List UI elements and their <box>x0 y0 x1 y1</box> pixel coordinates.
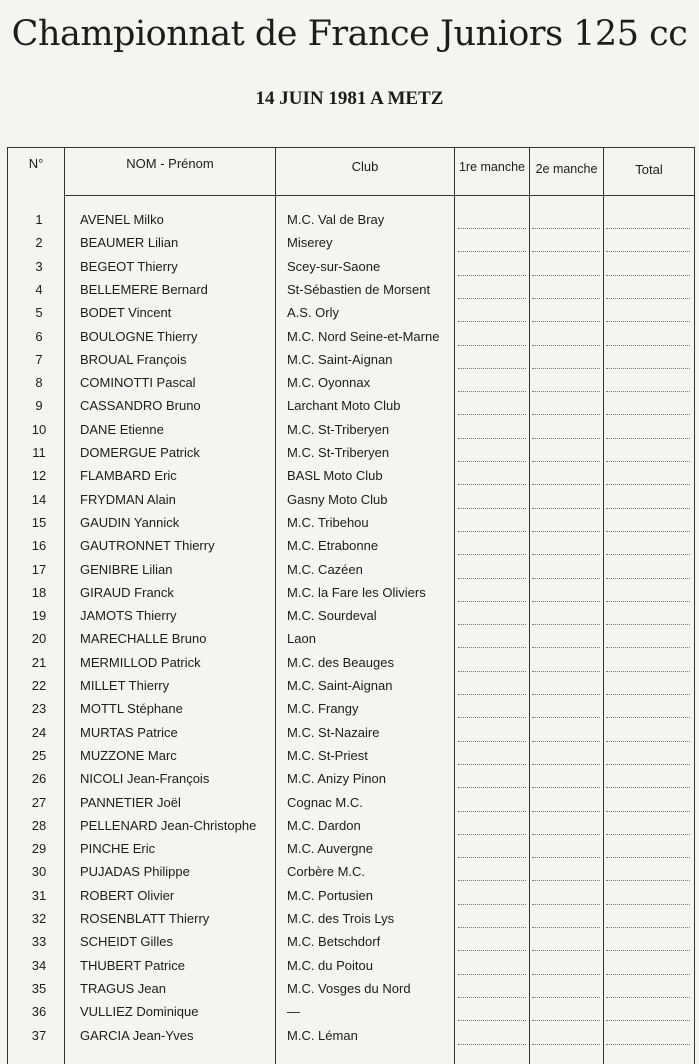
rider-name: DANE Etienne <box>80 421 164 437</box>
score-blank-line <box>458 834 526 835</box>
rider-number: 19 <box>31 608 47 624</box>
total-blank-line <box>606 601 690 602</box>
rider-club: M.C. des Beauges <box>287 654 394 670</box>
score-blank-line <box>458 368 526 369</box>
table-row <box>8 954 695 977</box>
score-blank-line <box>458 997 526 998</box>
score-blank-line <box>532 391 600 392</box>
total-blank-line <box>606 1044 690 1045</box>
total-blank-line <box>606 298 690 299</box>
rider-club: M.C. Vosges du Nord <box>287 980 411 996</box>
score-blank-line <box>458 251 526 252</box>
score-blank-line <box>458 484 526 485</box>
total-blank-line <box>606 857 690 858</box>
rider-club: M.C. Sourdeval <box>287 608 377 624</box>
score-blank-line <box>532 624 600 625</box>
rider-club: M.C. St-Triberyen <box>287 421 390 437</box>
rider-number: 14 <box>31 491 47 507</box>
score-blank-line <box>532 717 600 718</box>
rider-name: BEAUMER Lilian <box>80 235 179 251</box>
rider-name: ROSENBLATT Thierry <box>80 911 210 926</box>
score-blank-line <box>458 531 526 532</box>
rider-number: 35 <box>31 980 47 996</box>
score-blank-line <box>458 275 526 276</box>
score-blank-line <box>532 414 600 415</box>
score-blank-line <box>458 345 526 346</box>
score-blank-line <box>532 974 600 975</box>
rider-name: THUBERT Patrice <box>80 957 185 973</box>
total-blank-line <box>606 880 690 881</box>
score-blank-line <box>458 950 526 951</box>
table-row <box>8 721 695 744</box>
rider-name: SCHEIDT Gilles <box>80 934 173 950</box>
total-blank-line <box>606 228 690 229</box>
table-row <box>8 558 695 581</box>
score-blank-line <box>458 741 526 742</box>
total-blank-line <box>606 438 690 439</box>
table-row <box>8 837 695 860</box>
total-blank-line <box>606 647 690 648</box>
table-row <box>8 604 695 627</box>
score-blank-line <box>532 601 600 602</box>
header-rule <box>604 195 694 196</box>
rider-number: 29 <box>31 841 47 857</box>
rider-club: M.C. Portusien <box>287 887 373 903</box>
table-row <box>8 791 695 814</box>
score-blank-line <box>532 508 600 509</box>
score-blank-line <box>532 275 600 276</box>
score-blank-line <box>532 904 600 905</box>
score-blank-line <box>532 228 600 229</box>
total-blank-line <box>606 671 690 672</box>
score-blank-line <box>532 671 600 672</box>
rider-name: VULLIEZ Dominique <box>80 1004 199 1020</box>
total-blank-line <box>606 904 690 905</box>
score-blank-line <box>532 321 600 322</box>
rider-name: GENIBRE Lilian <box>80 561 173 577</box>
total-blank-line <box>606 484 690 485</box>
table-row <box>8 394 695 417</box>
score-blank-line <box>532 764 600 765</box>
score-blank-line <box>458 717 526 718</box>
rider-number: 30 <box>31 864 47 880</box>
score-blank-line <box>458 391 526 392</box>
score-blank-line <box>458 647 526 648</box>
rider-name: FLAMBARD Eric <box>80 468 177 484</box>
table-row <box>8 231 695 254</box>
rider-club: M.C. Léman <box>287 1027 358 1043</box>
rider-number: 31 <box>31 887 47 903</box>
rider-club: M.C. St-Priest <box>287 747 368 763</box>
rider-number: 11 <box>32 445 46 460</box>
rider-number: 24 <box>31 724 47 740</box>
score-blank-line <box>458 438 526 439</box>
total-blank-line <box>606 624 690 625</box>
rider-number: 6 <box>35 328 43 344</box>
score-blank-line <box>532 251 600 252</box>
rider-club: A.S. Orly <box>287 305 340 321</box>
table-row <box>8 697 695 720</box>
score-blank-line <box>532 880 600 881</box>
score-blank-line <box>532 647 600 648</box>
rider-name: MERMILLOD Patrick <box>80 654 201 670</box>
score-blank-line <box>532 461 600 462</box>
results-table <box>7 147 695 1064</box>
rider-number: 34 <box>31 957 47 973</box>
rider-name: PINCHE Eric <box>80 841 156 857</box>
total-blank-line <box>606 414 690 415</box>
rider-club: Laon <box>287 631 316 647</box>
rider-name: BOULOGNE Thierry <box>80 328 198 344</box>
score-blank-line <box>532 950 600 951</box>
table-row <box>8 581 695 604</box>
rider-number: 28 <box>31 817 47 833</box>
rider-number: 32 <box>31 911 47 926</box>
rider-club: M.C. Etrabonne <box>287 538 379 554</box>
column-header-name: NOM - Prénom <box>126 156 214 171</box>
score-blank-line <box>458 461 526 462</box>
rider-club: M.C. Saint-Aignan <box>287 351 393 367</box>
rider-name: TRAGUS Jean <box>80 980 166 996</box>
rider-number: 7 <box>35 351 43 367</box>
rider-name: AVENEL Milko <box>80 212 164 227</box>
rider-number: 4 <box>35 281 43 297</box>
score-blank-line <box>532 997 600 998</box>
score-blank-line <box>532 741 600 742</box>
rider-club: Scey-sur-Saone <box>287 258 381 274</box>
score-blank-line <box>532 531 600 532</box>
score-blank-line <box>458 508 526 509</box>
rider-club: Miserey <box>287 235 333 251</box>
table-row <box>8 884 695 907</box>
total-blank-line <box>606 321 690 322</box>
rider-name: PANNETIER Joël <box>80 794 181 810</box>
rider-number: 37 <box>31 1027 47 1043</box>
score-blank-line <box>458 414 526 415</box>
score-blank-line <box>532 438 600 439</box>
rider-number: 8 <box>35 375 43 391</box>
score-blank-line <box>532 345 600 346</box>
rider-club: M.C. des Trois Lys <box>287 911 395 926</box>
rider-club: St-Sébastien de Morsent <box>287 281 431 297</box>
rider-name: PUJADAS Philippe <box>80 864 190 880</box>
rider-name: GAUDIN Yannick <box>80 514 180 530</box>
rider-number: 17 <box>31 561 47 577</box>
total-blank-line <box>606 764 690 765</box>
table-row <box>8 651 695 674</box>
column-header-total: Total <box>635 162 663 177</box>
table-row <box>8 511 695 534</box>
rider-number: 1 <box>35 212 43 227</box>
rider-club: M.C. Anizy Pinon <box>287 771 386 787</box>
score-blank-line <box>458 624 526 625</box>
rider-name: BEGEOT Thierry <box>80 258 178 274</box>
rider-club: Cognac M.C. <box>287 794 363 810</box>
rider-number: 22 <box>31 678 47 693</box>
table-row <box>8 767 695 790</box>
score-blank-line <box>532 1044 600 1045</box>
rider-club: M.C. Saint-Aignan <box>287 678 393 693</box>
score-blank-line <box>458 554 526 555</box>
table-row <box>8 255 695 278</box>
rider-club: M.C. Val de Bray <box>287 212 385 227</box>
score-blank-line <box>532 368 600 369</box>
rider-number: 25 <box>31 747 47 763</box>
table-row <box>8 1024 695 1047</box>
rider-name: MOTTL Stéphane <box>80 701 183 717</box>
rider-club: — <box>287 1004 300 1020</box>
column-header-club: Club <box>351 159 379 174</box>
total-blank-line <box>606 717 690 718</box>
rider-name: ROBERT Olivier <box>80 887 175 903</box>
total-blank-line <box>606 974 690 975</box>
rider-club: M.C. Dardon <box>287 817 361 833</box>
total-blank-line <box>606 834 690 835</box>
rider-club: M.C. St-Triberyen <box>287 445 390 460</box>
rider-club: M.C. Frangy <box>287 701 359 717</box>
rider-name: GAUTRONNET Thierry <box>80 538 215 554</box>
rider-club: M.C. Nord Seine-et-Marne <box>287 328 440 344</box>
rider-number: 36 <box>31 1004 47 1020</box>
header-rule <box>455 195 529 196</box>
score-blank-line <box>532 1020 600 1021</box>
table-row <box>8 488 695 511</box>
score-blank-line <box>532 554 600 555</box>
score-blank-line <box>458 880 526 881</box>
score-blank-line <box>532 927 600 928</box>
total-blank-line <box>606 1020 690 1021</box>
score-blank-line <box>532 787 600 788</box>
total-blank-line <box>606 275 690 276</box>
score-blank-line <box>532 298 600 299</box>
rider-number: 18 <box>31 584 47 600</box>
total-blank-line <box>606 787 690 788</box>
score-blank-line <box>458 601 526 602</box>
rider-number: 16 <box>31 538 47 554</box>
header-rule <box>65 195 276 196</box>
total-blank-line <box>606 927 690 928</box>
table-row <box>8 418 695 441</box>
score-blank-line <box>532 857 600 858</box>
total-blank-line <box>606 368 690 369</box>
rider-name: JAMOTS Thierry <box>80 608 177 624</box>
rider-club: M.C. Auvergne <box>287 841 373 857</box>
total-blank-line <box>606 531 690 532</box>
score-blank-line <box>458 927 526 928</box>
rider-name: BROUAL François <box>80 351 187 367</box>
total-blank-line <box>606 741 690 742</box>
table-row <box>8 977 695 1000</box>
table-row <box>8 907 695 930</box>
total-blank-line <box>606 508 690 509</box>
rider-name: COMINOTTI Pascal <box>80 375 196 391</box>
score-blank-line <box>458 671 526 672</box>
event-date-location: 14 JUIN 1981 A METZ <box>255 88 444 109</box>
score-blank-line <box>532 578 600 579</box>
total-blank-line <box>606 554 690 555</box>
rider-number: 2 <box>35 235 43 251</box>
rider-name: CASSANDRO Bruno <box>80 398 201 414</box>
rider-club: Gasny Moto Club <box>287 491 388 507</box>
score-blank-line <box>458 228 526 229</box>
score-blank-line <box>458 857 526 858</box>
score-blank-line <box>458 904 526 905</box>
rider-club: M.C. Betschdorf <box>287 934 381 950</box>
table-row <box>8 930 695 953</box>
score-blank-line <box>532 484 600 485</box>
table-row <box>8 371 695 394</box>
score-blank-line <box>458 764 526 765</box>
rider-name: GARCIA Jean-Yves <box>80 1027 194 1043</box>
table-row <box>8 860 695 883</box>
rider-name: MUZZONE Marc <box>80 747 177 763</box>
total-blank-line <box>606 391 690 392</box>
total-blank-line <box>606 694 690 695</box>
total-blank-line <box>606 251 690 252</box>
column-header-round-1: 1re manche <box>458 160 525 174</box>
score-blank-line <box>532 694 600 695</box>
rider-club: M.C. Tribehou <box>287 514 369 530</box>
table-row <box>8 208 695 231</box>
rider-club: Corbère M.C. <box>287 864 366 880</box>
table-row <box>8 464 695 487</box>
total-blank-line <box>606 997 690 998</box>
rider-number: 20 <box>31 631 47 647</box>
rider-club: BASL Moto Club <box>287 468 383 484</box>
rider-club: M.C. Cazéen <box>287 561 363 577</box>
column-header-round-2: 2e manche <box>535 162 598 176</box>
rider-name: FRYDMAN Alain <box>80 491 176 507</box>
score-blank-line <box>458 787 526 788</box>
total-blank-line <box>606 950 690 951</box>
rider-number: 12 <box>31 468 47 484</box>
score-blank-line <box>458 694 526 695</box>
rider-number: 21 <box>31 654 47 670</box>
rider-number: 5 <box>35 305 43 321</box>
total-blank-line <box>606 578 690 579</box>
score-blank-line <box>458 578 526 579</box>
rider-number: 9 <box>35 398 43 414</box>
score-blank-line <box>458 298 526 299</box>
column-header-number: N° <box>28 156 44 171</box>
header-rule <box>530 195 603 196</box>
total-blank-line <box>606 461 690 462</box>
rider-club: M.C. Oyonnax <box>287 375 371 391</box>
rider-name: PELLENARD Jean-Christophe <box>80 817 257 833</box>
table-row <box>8 325 695 348</box>
rider-number: 26 <box>31 771 47 787</box>
score-blank-line <box>532 811 600 812</box>
table-row <box>8 534 695 557</box>
rider-club: M.C. la Fare les Oliviers <box>287 584 426 600</box>
table-row <box>8 301 695 324</box>
table-row <box>8 627 695 650</box>
table-row <box>8 674 695 697</box>
table-row <box>8 814 695 837</box>
header-rule <box>276 195 454 196</box>
rider-name: BODET Vincent <box>80 305 172 321</box>
total-blank-line <box>606 811 690 812</box>
rider-number: 15 <box>31 514 47 530</box>
rider-name: MARECHALLE Bruno <box>80 631 207 647</box>
rider-name: BELLEMERE Bernard <box>80 281 208 297</box>
score-blank-line <box>458 321 526 322</box>
table-row <box>8 348 695 371</box>
rider-name: DOMERGUE Patrick <box>80 445 200 460</box>
rider-number: 3 <box>35 258 43 274</box>
score-blank-line <box>458 1044 526 1045</box>
score-blank-line <box>532 834 600 835</box>
rider-number: 10 <box>31 421 47 437</box>
rider-name: GIRAUD Franck <box>80 584 174 600</box>
score-blank-line <box>458 974 526 975</box>
rider-number: 33 <box>31 934 47 950</box>
table-row <box>8 441 695 464</box>
rider-number: 27 <box>31 794 47 810</box>
rider-name: MURTAS Patrice <box>80 724 178 740</box>
table-row <box>8 278 695 301</box>
rider-name: NICOLI Jean-François <box>80 771 210 787</box>
rider-number: 23 <box>31 701 47 717</box>
total-blank-line <box>606 345 690 346</box>
table-row <box>8 744 695 767</box>
score-blank-line <box>458 811 526 812</box>
score-blank-line <box>458 1020 526 1021</box>
page-title: Championnat de France Juniors 125 cc <box>11 14 688 54</box>
rider-club: M.C. du Poitou <box>287 957 373 973</box>
rider-club: M.C. St-Nazaire <box>287 724 380 740</box>
table-row <box>8 1000 695 1023</box>
rider-club: Larchant Moto Club <box>287 398 401 414</box>
rider-name: MILLET Thierry <box>80 678 170 693</box>
